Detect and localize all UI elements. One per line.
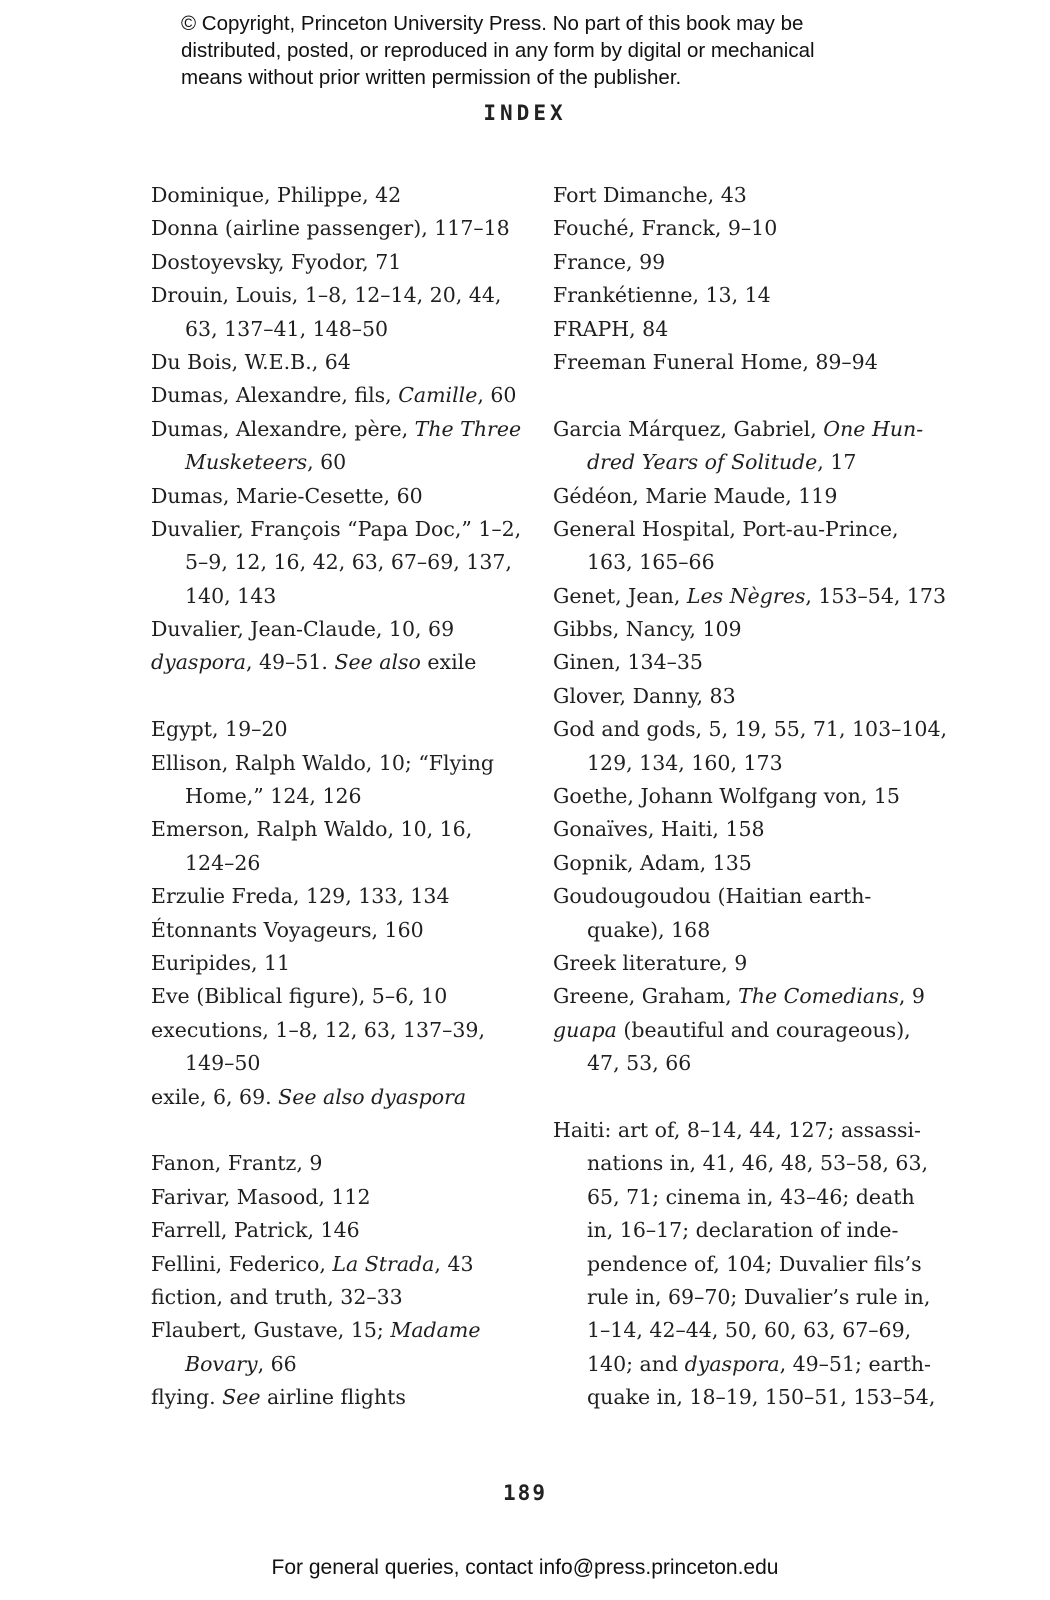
index-entry-text: Fouché, Franck, 9–10 <box>553 216 778 241</box>
index-entry-text: 149–50 <box>185 1051 261 1076</box>
index-entry-text: , 60 <box>477 383 517 408</box>
index-entry-text: Emerson, Ralph Waldo, 10, 16, <box>151 817 473 842</box>
index-entry-text: rule in, 69–70; Duvalier’s rule in, <box>587 1284 931 1309</box>
index-entry-text: Fanon, Frantz, 9 <box>151 1151 323 1176</box>
index-entry-line <box>151 212 551 245</box>
index-entry-text: flying. <box>151 1385 223 1410</box>
index-entry-italic: See also dyaspora <box>278 1084 467 1109</box>
copyright-line: distributed, posted, or reproduced in any form by digital or mechanical <box>181 39 815 62</box>
index-entry-text: airline flights <box>260 1385 406 1410</box>
index-entry-text: Greene, Graham, <box>553 984 739 1009</box>
index-entry-text: executions, 1–8, 12, 63, 137–39, <box>151 1017 485 1042</box>
index-entry-line <box>151 914 551 947</box>
index-entry-italic: Camille <box>398 383 478 408</box>
index-entry-line <box>151 1014 551 1047</box>
index-entry-line <box>151 1181 551 1214</box>
index-entry-italic: See also <box>334 650 421 675</box>
index-entry-text: Home,” 124, 126 <box>185 784 362 809</box>
index-entry-text: Duvalier, Jean-Claude, 10, 69 <box>151 617 455 642</box>
index-entry-line <box>151 446 551 479</box>
index-entry-line <box>151 1047 551 1080</box>
index-entry-italic: The Comedians <box>738 984 899 1009</box>
index-entry-italic: dred Years of Solitude <box>587 450 818 475</box>
index-entry-text: God and gods, 5, 19, 55, 71, 103–104, <box>553 717 948 742</box>
index-entry-text: , 66 <box>257 1351 297 1376</box>
page-number: 189 <box>503 1481 547 1505</box>
index-entry-line <box>553 246 933 279</box>
index-entry-text: Flaubert, Gustave, 15; <box>151 1318 391 1343</box>
index-entry-text: 129, 134, 160, 173 <box>587 750 783 775</box>
index-entry-line <box>553 1381 936 1414</box>
index-entry-text: Frankétienne, 13, 14 <box>553 283 771 308</box>
index-entry-text: , 153–54, 173 <box>805 583 947 608</box>
index-entry-text: Haiti: art of, 8–14, 44, 127; assassi- <box>553 1117 921 1142</box>
index-entry-text: pendence of, 104; Duvalier fils’s <box>587 1251 922 1276</box>
index-entry-line <box>151 613 551 646</box>
index-entry-line <box>553 212 933 245</box>
index-entry-text: Greek literature, 9 <box>553 950 748 975</box>
index-entry-line <box>553 480 933 513</box>
index-entry-text: 124–26 <box>185 850 261 875</box>
index-entry-text: Genet, Jean, <box>553 583 687 608</box>
index-entry-text: 140, 143 <box>185 583 277 608</box>
index-entry-text: Dumas, Alexandre, père, <box>151 416 415 441</box>
footer-contact: For general queries, contact info@press.princeton.edu <box>271 1556 779 1579</box>
index-entry-line <box>151 179 551 212</box>
index-entry-text: Farivar, Masood, 112 <box>151 1184 371 1209</box>
index-entry-line <box>151 580 551 613</box>
index-entry-text: , 17 <box>817 450 857 475</box>
index-entry-text: 140; and <box>587 1351 685 1376</box>
index-entry-text: Duvalier, François “Papa Doc,” 1–2, <box>151 516 522 541</box>
index-entry-text: 163, 165–66 <box>587 550 715 575</box>
index-entry-line <box>553 580 947 613</box>
index-entry-line <box>553 446 933 479</box>
index-entry-line <box>553 813 933 846</box>
index-entry-text: 65, 71; cinema in, 43–46; death <box>587 1184 915 1209</box>
index-entry-text: , 9 <box>898 984 925 1009</box>
index-section-gap <box>151 1114 551 1147</box>
index-entry-italic: La Strada <box>332 1251 435 1276</box>
index-column-right <box>553 179 948 1414</box>
index-entry-line <box>553 747 933 780</box>
index-entry-text: Erzulie Freda, 129, 133, 134 <box>151 884 450 909</box>
index-entry-italic: Les Nègres <box>686 583 806 608</box>
index-entry-text: Freeman Funeral Home, 89–94 <box>553 349 878 374</box>
index-entry-text: quake), 168 <box>587 917 711 942</box>
index-entry-line <box>553 1147 933 1180</box>
index-entry-text: exile, 6, 69. <box>151 1084 279 1109</box>
index-column-left <box>151 179 551 1414</box>
index-entry-line <box>553 1348 933 1381</box>
index-entry-line <box>151 1281 551 1314</box>
index-entry-line <box>151 379 551 412</box>
copyright-notice <box>181 10 941 91</box>
index-entry-line <box>151 279 551 312</box>
index-entry-text: Euripides, 11 <box>151 950 291 975</box>
index-entry-text: (beautiful and courageous), <box>616 1017 911 1042</box>
index-entry-line <box>553 1281 933 1314</box>
index-entry-line <box>553 947 933 980</box>
index-entry-line <box>151 1381 551 1414</box>
index-entry-line <box>553 513 933 546</box>
index-entry-line <box>553 914 933 947</box>
index-entry-text: exile <box>420 650 477 675</box>
index-entry-italic: Musketeers <box>185 450 308 475</box>
index-entry-line <box>151 346 551 379</box>
index-entry-line <box>553 646 933 679</box>
index-entry-line <box>151 513 551 546</box>
index-entry-text: General Hospital, Port-au-Prince, <box>553 516 899 541</box>
index-entry-text: , 43 <box>434 1251 474 1276</box>
index-entry-italic: dyaspora <box>684 1351 780 1376</box>
index-entry-text: Garcia Márquez, Gabriel, <box>553 416 824 441</box>
index-entry-text: Dostoyevsky, Fyodor, 71 <box>151 249 402 274</box>
index-entry-line <box>151 847 551 880</box>
index-entry-line <box>151 646 551 679</box>
index-entry-text: 1–14, 42–44, 50, 60, 63, 67–69, <box>587 1318 912 1343</box>
index-entry-text: Gopnik, Adam, 135 <box>553 850 752 875</box>
index-entry-line <box>553 413 933 446</box>
index-entry-line <box>151 313 551 346</box>
index-entry-text: 47, 53, 66 <box>587 1051 692 1076</box>
index-entry-text: Du Bois, W.E.B., 64 <box>151 349 351 374</box>
index-entry-line <box>151 747 551 780</box>
index-entry-line <box>151 1348 551 1381</box>
index-entry-line <box>553 1114 933 1147</box>
index-entry-text: Drouin, Louis, 1–8, 12–14, 20, 44, <box>151 283 502 308</box>
index-entry-line <box>553 1047 933 1080</box>
index-entry-text: nations in, 41, 46, 48, 53–58, 63, <box>587 1151 929 1176</box>
index-entry-text: FRAPH, 84 <box>553 316 669 341</box>
index-entry-text: Eve (Biblical figure), 5–6, 10 <box>151 984 448 1009</box>
copyright-line: © Copyright, Princeton University Press. No part of this book may be <box>181 12 804 35</box>
index-entry-line <box>151 813 551 846</box>
index-entry-line <box>553 680 933 713</box>
index-entry-line <box>553 279 933 312</box>
index-entry-line <box>151 1248 551 1281</box>
index-entry-italic: dyaspora <box>151 650 246 675</box>
index-entry-line <box>151 1081 551 1114</box>
index-entry-text: Egypt, 19–20 <box>151 717 288 742</box>
index-entry-text: Gibbs, Nancy, 109 <box>553 617 742 642</box>
index-entry-line <box>151 546 551 579</box>
index-entry-line <box>553 613 933 646</box>
index-entry-text: Dumas, Alexandre, fils, <box>151 383 399 408</box>
index-entry-line <box>553 1181 933 1214</box>
index-entry-line <box>553 346 933 379</box>
index-entry-line <box>553 313 933 346</box>
index-entry-italic: One Hun- <box>823 416 924 441</box>
index-entry-line <box>151 1147 551 1180</box>
index-entry-line <box>151 246 551 279</box>
index-section-gap <box>553 1081 933 1114</box>
index-entry-text: quake in, 18–19, 150–51, 153–54, <box>587 1385 936 1410</box>
index-entry-line <box>151 480 551 513</box>
index-entry-text: Dominique, Philippe, 42 <box>151 183 402 207</box>
index-entry-text: Ellison, Ralph Waldo, 10; “Flying <box>151 750 495 775</box>
index-entry-line <box>553 880 933 913</box>
index-entry-line <box>151 880 551 913</box>
index-entry-text: Gonaïves, Haiti, 158 <box>553 817 765 842</box>
index-entry-line <box>553 713 948 746</box>
index-entry-text: 5–9, 12, 16, 42, 63, 67–69, 137, <box>185 550 512 575</box>
index-entry-text: Goethe, Johann Wolfgang von, 15 <box>553 784 900 809</box>
index-entry-line <box>151 947 551 980</box>
index-entry-line <box>151 413 551 446</box>
index-entry-line <box>553 1214 933 1247</box>
index-entry-text: Donna (airline passenger), 117–18 <box>151 216 510 241</box>
index-entry-line <box>151 780 551 813</box>
index-entry-text: , 60 <box>307 450 347 475</box>
index-entry-text: in, 16–17; declaration of inde- <box>587 1218 899 1243</box>
index-entry-line <box>553 1314 933 1347</box>
index-entry-italic: guapa <box>553 1017 617 1042</box>
index-entry-text: Gédéon, Marie Maude, 119 <box>553 483 838 508</box>
index-entry-text: Glover, Danny, 83 <box>553 683 736 708</box>
index-entry-line <box>151 1214 551 1247</box>
index-entry-line <box>151 713 551 746</box>
index-entry-text: fiction, and truth, 32–33 <box>151 1284 403 1309</box>
copyright-line: means without prior written permission of the publisher. <box>181 66 682 89</box>
index-entry-text: , 49–51. <box>245 650 335 675</box>
index-entry-italic: The Three <box>414 416 522 441</box>
index-entry-line <box>553 179 933 212</box>
index-entry-italic: Bovary <box>185 1351 258 1376</box>
index-section-gap <box>151 680 551 713</box>
index-entry-text: , 49–51; earth- <box>779 1351 931 1376</box>
index-entry-line <box>151 1314 551 1347</box>
index-entry-text: 63, 137–41, 148–50 <box>185 316 389 341</box>
index-entry-line <box>553 1014 933 1047</box>
index-entry-text: Dumas, Marie-Cesette, 60 <box>151 483 423 508</box>
index-entry-text: Ginen, 134–35 <box>553 650 703 675</box>
index-entry-text: Étonnants Voyageurs, 160 <box>151 917 424 942</box>
index-entry-text: Farrell, Patrick, 146 <box>151 1218 360 1243</box>
index-entry-line <box>553 1248 933 1281</box>
index-entry-text: Fellini, Federico, <box>151 1251 333 1276</box>
index-entry-line <box>553 847 933 880</box>
index-entry-line <box>553 780 933 813</box>
index-section-gap <box>553 379 933 412</box>
index-entry-text: France, 99 <box>553 249 666 274</box>
index-entry-italic: Madame <box>390 1318 481 1343</box>
index-entry-line <box>553 546 933 579</box>
index-entry-text: Goudougoudou (Haitian earth- <box>553 884 872 909</box>
index-entry-text: Fort Dimanche, 43 <box>553 183 747 207</box>
index-entry-italic: See <box>222 1385 261 1410</box>
index-entry-line <box>553 980 933 1013</box>
page-title: INDEX <box>483 101 567 125</box>
index-entry-line <box>151 980 551 1013</box>
